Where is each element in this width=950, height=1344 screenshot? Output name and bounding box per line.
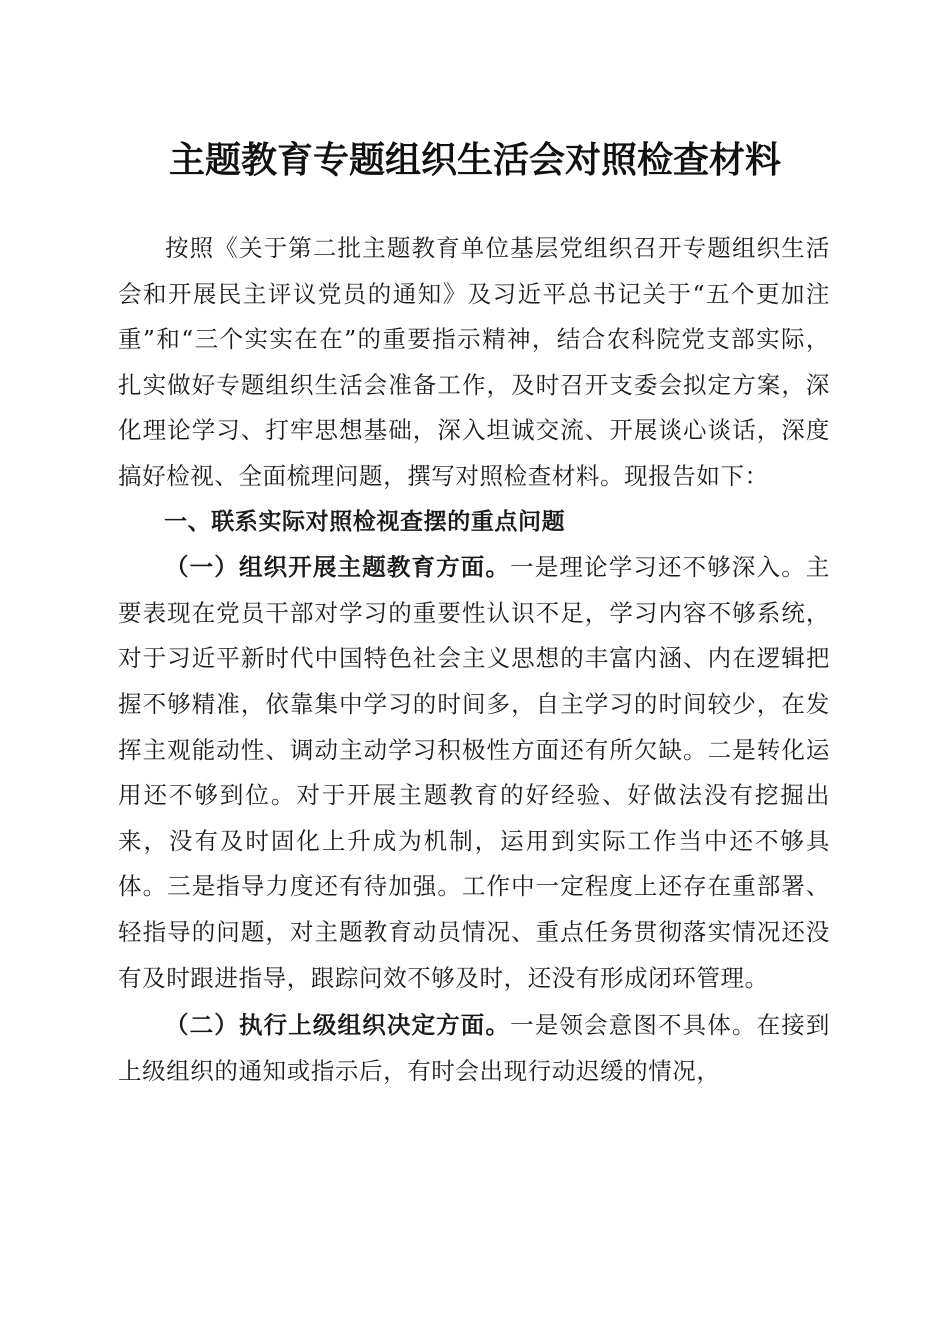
- item-1-body: 一是理论学习还不够深入。主要表现在党员干部对学习的重要性认识不足，学习内容不够系统，对于习近平新时代中国特色社会主义思想的丰富内涵、内在逻辑把握不够精准，依靠集中学习的时间多，自主学习的时间较少，在发挥主观能动性、调动主动学习积极性方面还有所欠缺。二是转化运用还不够到位。对于开展主题教育的好经验、好做法没有挖掘出来，没有及时固化上升成为机制，运用到实际工作当中还不够具体。三是指导力度还有待加强。工作中一定程度上还存在重部署、轻指导的问题，对主题教育动员情况、重点任务贯彻落实情况还没有及时跟进指导，跟踪问效不够及时，还没有形成闭环管理。: [118, 553, 830, 992]
- item-1-paragraph: [118, 545, 830, 1001]
- item-2-body: 一是领会意图不具体。在接到上级组织的通知或指示后，有时会出现行动迟缓的情况，: [118, 1011, 830, 1085]
- section-heading: 一、联系实际对照检视查摆的重点问题: [164, 508, 566, 535]
- item-2-paragraph: [118, 1003, 830, 1094]
- item-1-lead: （一）组织开展主题教育方面。: [165, 553, 511, 582]
- document-body: [118, 226, 830, 1094]
- intro-paragraph: 按照《关于第二批主题教育单位基层党组织召开专题组织生活会和开展民主评议党员的通知》及习近平总书记关于“五个更加注重”和“三个实实在在”的重要指示精神，结合农科院党支部实际，扎实做好专题组织生活会准备工作，及时召开支委会拟定方案，深化理论学习、打牢思想基础，深入坦诚交流、开展谈心谈话，深度搞好检视、全面梳理问题，撰写对照检查材料。现报告如下：: [118, 234, 830, 490]
- item-2-lead: （二）执行上级组织决定方面。: [165, 1011, 511, 1040]
- document-title: 主题教育专题组织生活会对照检查材料: [168, 139, 781, 181]
